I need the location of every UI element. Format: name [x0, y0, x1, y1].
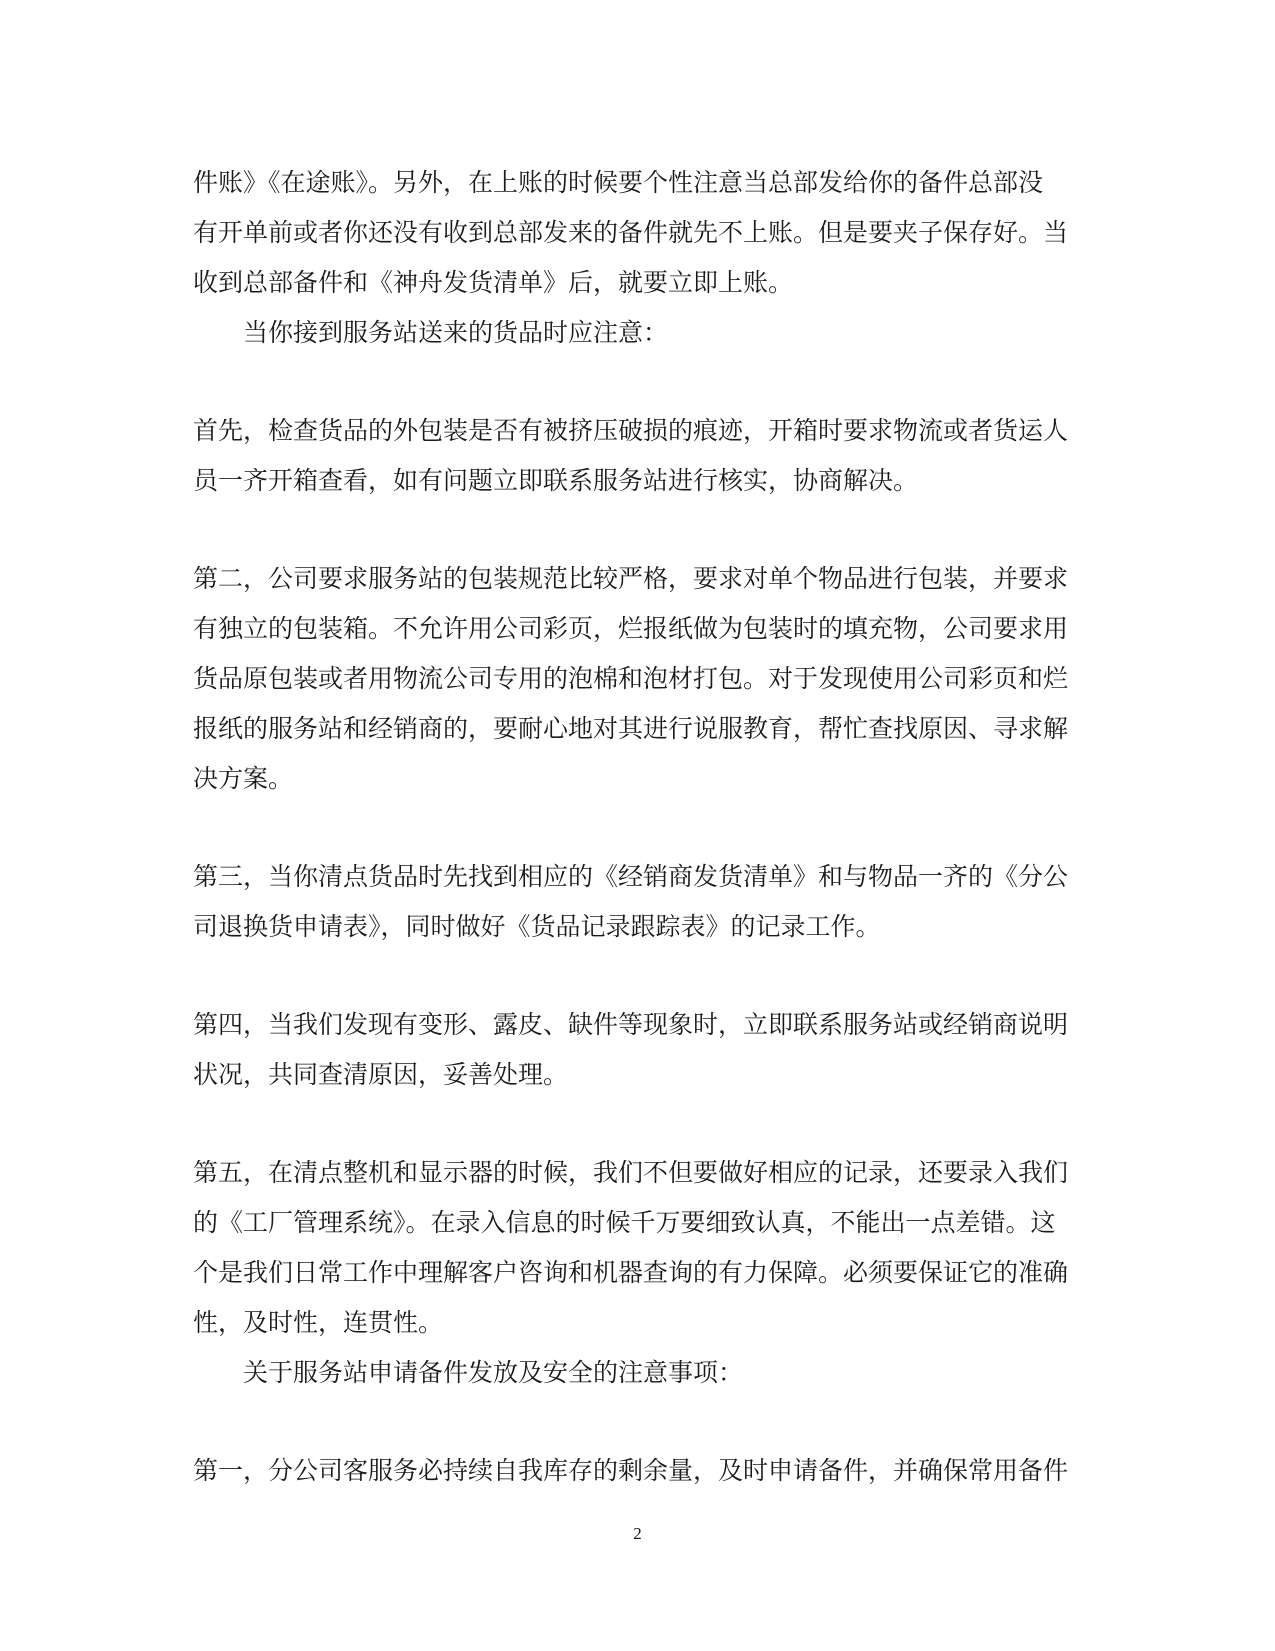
text-line: 有开单前或者你还没有收到总部发来的备件就先不上账。但是要夹子保存好。当	[193, 218, 1069, 247]
paragraph-gap	[193, 1100, 1065, 1148]
paragraph-gap	[193, 358, 1065, 406]
text-line: 件账》《在途账》。另外，在上账的时候要个性注意当总部发给你的备件总部没	[193, 168, 1044, 197]
text-line: 第四，当我们发现有变形、露皮、缺件等现象时，立即联系服务站或经销商说明	[193, 1010, 1069, 1039]
text-line: 员一齐开箱查看，如有问题立即联系服务站进行核实，协商解决。	[193, 466, 919, 495]
section-heading: 关于服务站申请备件发放及安全的注意事项：	[243, 1358, 744, 1387]
section-heading: 当你接到服务站送来的货品时应注意：	[243, 318, 669, 347]
text-line: 第二，公司要求服务站的包装规范比较严格，要求对单个物品进行包装，并要求	[193, 564, 1069, 593]
paragraph-gap	[193, 506, 1065, 554]
page-number: 2	[633, 1524, 642, 1543]
text-line: 货品原包装或者用物流公司专用的泡棉和泡材打包。对于发现使用公司彩页和烂	[193, 664, 1069, 693]
paragraph-gap	[193, 1398, 1065, 1446]
text-line: 第五，在清点整机和显示器的时候，我们不但要做好相应的记录，还要录入我们	[193, 1158, 1069, 1187]
paragraph-gap	[193, 804, 1065, 852]
paragraph-gap	[193, 952, 1065, 1000]
text-line: 决方案。	[193, 764, 294, 793]
text-line: 个是我们日常工作中理解客户咨询和机器查询的有力保障。必须要保证它的准确	[193, 1258, 1069, 1287]
text-line: 第三，当你清点货品时先找到相应的《经销商发货清单》和与物品一齐的《分公	[193, 862, 1069, 891]
document-body	[193, 158, 1069, 1496]
text-line: 报纸的服务站和经销商的，要耐心地对其进行说服教育，帮忙查找原因、寻求解	[193, 714, 1069, 743]
text-line: 性，及时性，连贯性。	[193, 1308, 444, 1337]
text-line: 状况，共同查清原因，妥善处理。	[193, 1060, 569, 1089]
text-line: 收到总部备件和《神舟发货清单》后，就要立即上账。	[193, 268, 794, 297]
text-line: 第一，分公司客服务必持续自我库存的剩余量，及时申请备件，并确保常用备件	[193, 1456, 1069, 1485]
text-line: 司退换货申请表》，同时做好《货品记录跟踪表》的记录工作。	[193, 912, 881, 941]
text-line: 的《工厂管理系统》。在录入信息的时候千万要细致认真，不能出一点差错。这	[193, 1208, 1056, 1237]
text-line: 首先，检查货品的外包装是否有被挤压破损的痕迹，开箱时要求物流或者货运人	[193, 416, 1069, 445]
text-line: 有独立的包装箱。不允许用公司彩页，烂报纸做为包装时的填充物，公司要求用	[193, 614, 1069, 643]
